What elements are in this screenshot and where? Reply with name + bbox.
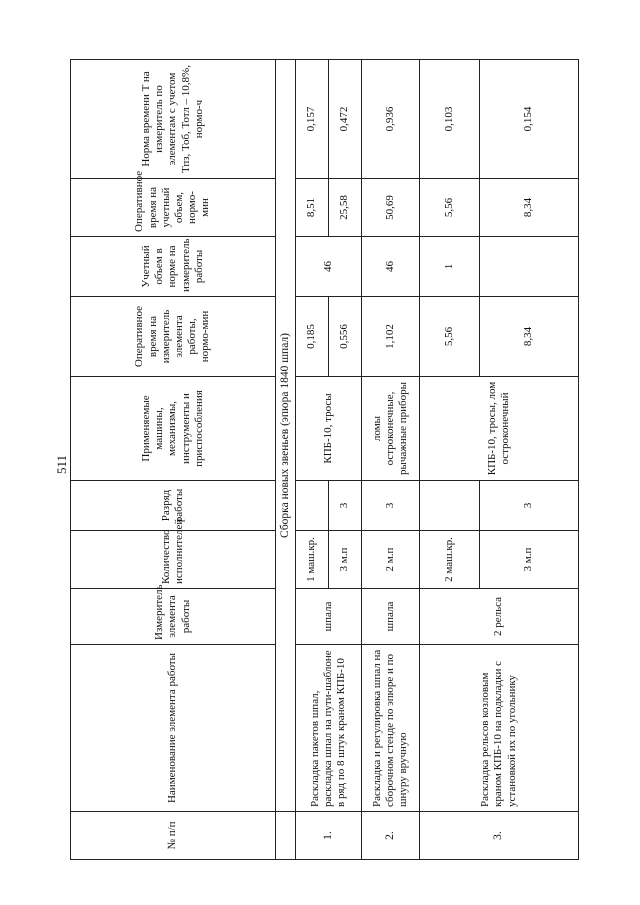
row-1-grade-b: 3 bbox=[329, 481, 362, 531]
row-2-volume: 46 bbox=[362, 237, 420, 297]
section-empty-cell bbox=[276, 812, 296, 860]
row-1-machines: КПБ-10, тросы bbox=[296, 377, 362, 481]
row-2-op-time-meter: 1,102 bbox=[362, 297, 420, 377]
row-2-machines: ломы остроконечные, рычажные приборы bbox=[362, 377, 420, 481]
row-1-op-time-meter-a: 0,185 bbox=[296, 297, 329, 377]
norms-table bbox=[70, 59, 579, 860]
row-3-volume-b bbox=[480, 237, 579, 297]
row-1-num: 1. bbox=[296, 812, 362, 860]
section-title: Сборка новых звеньев (эпюра 1840 шпал) bbox=[276, 60, 296, 812]
row-3-volume: 1 bbox=[420, 237, 480, 297]
header-name: Наименование элемента работы bbox=[71, 645, 276, 812]
rotated-table-wrapper bbox=[70, 60, 578, 860]
row-3-op-time-volume-a: 5,56 bbox=[420, 179, 480, 237]
header-grade: Разряд работы bbox=[71, 481, 276, 531]
row-1-workers-a: 1 маш.кр. bbox=[296, 531, 329, 589]
header-op-time-volume: Оперативное время на учетный объем, нормо-мин bbox=[71, 179, 276, 237]
row-3-name: Раскладка рельсов козловым краном КПБ-10 на подкладки с установкой их по угольнику bbox=[420, 645, 579, 812]
row-2-num: 2. bbox=[362, 812, 420, 860]
row-3-workers-b: 3 м.п bbox=[480, 531, 579, 589]
row-3-workers-a: 2 маш.кр. bbox=[420, 531, 480, 589]
row-2-norm: 0,936 bbox=[362, 60, 420, 179]
header-op-time-meter: Оперативное время на измеритель элемента работы, нормо-мин bbox=[71, 297, 276, 377]
row-2-name: Раскладка и регулировка шпал на сборочном стенде по эпюре и по шнуру вручную bbox=[362, 645, 420, 812]
row-3-meter: 2 рельса bbox=[420, 589, 579, 645]
row-2-meter: шпала bbox=[362, 589, 420, 645]
row-1-workers-b: 3 м.п bbox=[329, 531, 362, 589]
row-2-grade: 3 bbox=[362, 481, 420, 531]
row-3-grade-a bbox=[420, 481, 480, 531]
row-3-op-time-meter-b: 8,34 bbox=[480, 297, 579, 377]
header-machines: Применяемые машины, механизмы, инструменты и приспособления bbox=[71, 377, 276, 481]
header-workers: Количество исполнителей bbox=[71, 531, 276, 589]
row-1-op-time-volume-b: 25,58 bbox=[329, 179, 362, 237]
header-num: № п/п bbox=[71, 812, 276, 860]
header-volume: Учетный объем в норме на измеритель работы bbox=[71, 237, 276, 297]
row-1-name: Раскладка пакетов шпал, раскладка шпал на пути-шаблоне в ряд по 8 штук краном КПБ-10 bbox=[296, 645, 362, 812]
row-2-workers: 2 м.п bbox=[362, 531, 420, 589]
header-norm: Норма времени T на измеритель по элементам с учетом Тпз, Тоб, Тотл – 10,8%, нормо-ч bbox=[71, 60, 276, 179]
row-1-grade-a bbox=[296, 481, 329, 531]
row-1-op-time-volume-a: 8,51 bbox=[296, 179, 329, 237]
row-3-num: 3. bbox=[420, 812, 579, 860]
row-3-op-time-meter-a: 5,56 bbox=[420, 297, 480, 377]
row-1-norm-a: 0,157 bbox=[296, 60, 329, 179]
row-3-norm-a: 0,103 bbox=[420, 60, 480, 179]
row-2-op-time-volume: 50,69 bbox=[362, 179, 420, 237]
row-3-grade-b: 3 bbox=[480, 481, 579, 531]
row-1-meter: шпала bbox=[296, 589, 362, 645]
row-3-op-time-volume-b: 8,34 bbox=[480, 179, 579, 237]
row-1-norm-b: 0,472 bbox=[329, 60, 362, 179]
row-1-volume: 46 bbox=[296, 237, 362, 297]
row-1-op-time-meter-b: 0,556 bbox=[329, 297, 362, 377]
header-meter: Измеритель элемента работы bbox=[71, 589, 276, 645]
row-3-machines: КПБ-10, тросы, лом остроконечный bbox=[420, 377, 579, 481]
row-3-norm-b: 0,154 bbox=[480, 60, 579, 179]
page-number: 511 bbox=[54, 455, 69, 475]
